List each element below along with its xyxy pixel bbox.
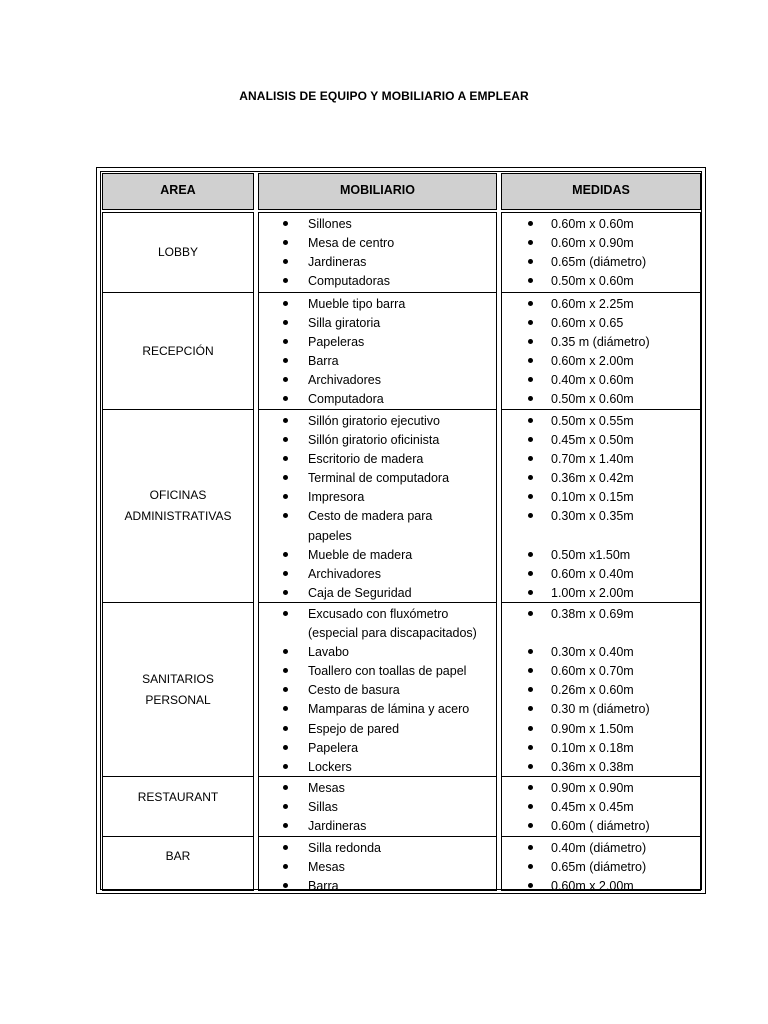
list-item: 0.36m x 0.38m <box>502 758 700 777</box>
bullet-icon <box>528 240 533 245</box>
list-item: Cesto de madera para papeles <box>259 507 496 545</box>
area-label: PERSONAL <box>145 692 211 707</box>
bullet-icon <box>283 804 288 809</box>
list-item: 0.10m x 0.18m <box>502 739 700 758</box>
area-cell-oficinas <box>102 409 254 603</box>
list-item: 0.30 m (diámetro) <box>502 700 700 719</box>
list-item: Excusado con fluxómetro (especial para discapacitados) <box>259 605 496 643</box>
list-item: 0.65m (diámetro) <box>502 858 700 877</box>
mobiliario-cell-recepcion <box>258 292 497 410</box>
medidas-cell-bar <box>501 836 701 894</box>
bullet-icon <box>283 726 288 731</box>
list-item: Sillón giratorio oficinista <box>259 431 496 450</box>
bullet-icon <box>283 649 288 654</box>
bullet-icon <box>283 301 288 306</box>
list-item: 0.60m x 0.70m <box>502 662 700 681</box>
area-cell-restaurant <box>102 776 254 837</box>
bullet-icon <box>528 475 533 480</box>
bullet-icon <box>528 883 533 888</box>
medidas-cell-oficinas <box>501 409 701 603</box>
bullet-icon <box>528 358 533 363</box>
list-item: Jardineras <box>259 253 496 272</box>
list-item: Silla giratoria <box>259 314 496 333</box>
bullet-icon <box>283 611 288 616</box>
list-item: Mesa de centro <box>259 234 496 253</box>
list-item: 0.40m (diámetro) <box>502 839 700 858</box>
area-cell-recepcion <box>102 292 254 410</box>
list-item: 0.60m x 2.00m <box>502 877 700 896</box>
list-item: Caja de Seguridad <box>259 584 496 603</box>
list-item: 0.60m x 0.65 <box>502 314 700 333</box>
list-item: Archivadores <box>259 371 496 390</box>
bullet-icon <box>528 513 533 518</box>
bullet-icon <box>528 785 533 790</box>
bullet-icon <box>528 864 533 869</box>
list-item: Barra <box>259 877 496 896</box>
list-item: Escritorio de madera <box>259 450 496 469</box>
list-item: Lavabo <box>259 643 496 662</box>
list-item: Sillones <box>259 215 496 234</box>
list-item: Lockers <box>259 758 496 777</box>
area-label: OFICINAS <box>149 488 207 502</box>
bullet-icon <box>283 590 288 595</box>
bullet-icon <box>528 745 533 750</box>
list-item: 0.60m x 0.60m <box>502 215 700 234</box>
bullet-icon <box>283 240 288 245</box>
bullet-icon <box>283 883 288 888</box>
list-item: 0.60m ( diámetro) <box>502 817 700 836</box>
list-item: Computadoras <box>259 272 496 291</box>
bullet-icon <box>528 687 533 692</box>
list-item: Espejo de pared <box>259 720 496 739</box>
bullet-icon <box>528 590 533 595</box>
bullet-icon <box>528 845 533 850</box>
list-item: Papelera <box>259 739 496 758</box>
mobiliario-cell-restaurant <box>258 776 497 837</box>
list-item: Cesto de basura <box>259 681 496 700</box>
area-label: SANITARIOS <box>142 671 214 686</box>
area-label: LOBBY <box>157 245 199 259</box>
bullet-icon <box>283 456 288 461</box>
bullet-icon <box>528 706 533 711</box>
mobiliario-cell-sanitarios <box>258 602 497 777</box>
list-item: 0.65m (diámetro) <box>502 253 700 272</box>
list-item: Mueble tipo barra <box>259 295 496 314</box>
list-item: 1.00m x 2.00m <box>502 584 700 603</box>
bullet-icon <box>283 823 288 828</box>
list-item: 0.30m x 0.35m <box>502 507 700 545</box>
bullet-icon <box>283 475 288 480</box>
list-item: 0.10m x 0.15m <box>502 488 700 507</box>
list-item: Sillas <box>259 798 496 817</box>
list-item: 0.50m x 0.60m <box>502 390 700 409</box>
bullet-icon <box>283 494 288 499</box>
medidas-cell-lobby <box>501 212 701 293</box>
list-item: Archivadores <box>259 565 496 584</box>
list-item: 0.70m x 1.40m <box>502 450 700 469</box>
list-item: 0.30m x 0.40m <box>502 643 700 662</box>
bullet-icon <box>283 706 288 711</box>
bullet-icon <box>528 278 533 283</box>
area-label: ADMINISTRATIVAS <box>124 509 232 523</box>
medidas-cell-sanitarios <box>501 602 701 777</box>
list-item: 0.35 m (diámetro) <box>502 333 700 352</box>
bullet-icon <box>528 437 533 442</box>
bullet-icon <box>528 259 533 264</box>
bullet-icon <box>283 358 288 363</box>
bullet-icon <box>528 823 533 828</box>
document-title: ANALISIS DE EQUIPO Y MOBILIARIO A EMPLEAR <box>239 89 529 103</box>
bullet-icon <box>528 494 533 499</box>
bullet-icon <box>283 418 288 423</box>
bullet-icon <box>283 377 288 382</box>
area-cell-bar <box>102 836 254 891</box>
bullet-icon <box>283 513 288 518</box>
medidas-cell-restaurant <box>501 776 701 837</box>
list-item: Jardineras <box>259 817 496 836</box>
bullet-icon <box>528 571 533 576</box>
list-item: Mamparas de lámina y acero <box>259 700 496 719</box>
list-item: 0.45m x 0.50m <box>502 431 700 450</box>
list-item: 0.60m x 0.90m <box>502 234 700 253</box>
bullet-icon <box>283 259 288 264</box>
bullet-icon <box>283 845 288 850</box>
list-item: 0.90m x 1.50m <box>502 720 700 739</box>
bullet-icon <box>528 456 533 461</box>
bullet-icon <box>528 301 533 306</box>
bullet-icon <box>283 221 288 226</box>
bullet-icon <box>528 396 533 401</box>
header-area: AREA <box>102 173 254 210</box>
list-item: Terminal de computadora <box>259 469 496 488</box>
bullet-icon <box>528 339 533 344</box>
list-item: Mesas <box>259 779 496 798</box>
bullet-icon <box>528 552 533 557</box>
bullet-icon <box>283 437 288 442</box>
bullet-icon <box>528 668 533 673</box>
list-item: Toallero con toallas de papel <box>259 662 496 681</box>
bullet-icon <box>528 764 533 769</box>
bullet-icon <box>528 649 533 654</box>
area-label: RESTAURANT <box>137 790 219 804</box>
medidas-cell-recepcion <box>501 292 701 410</box>
bullet-icon <box>283 785 288 790</box>
mobiliario-cell-oficinas <box>258 409 497 603</box>
bullet-icon <box>528 804 533 809</box>
list-item: 0.26m x 0.60m <box>502 681 700 700</box>
bullet-icon <box>528 726 533 731</box>
list-item: 0.60m x 2.25m <box>502 295 700 314</box>
bullet-icon <box>283 278 288 283</box>
header-medidas: MEDIDAS <box>501 173 701 210</box>
list-item: Barra <box>259 352 496 371</box>
header-mobiliario: MOBILIARIO <box>258 173 497 210</box>
area-cell-sanitarios <box>102 602 254 777</box>
list-item: 0.45m x 0.45m <box>502 798 700 817</box>
bullet-icon <box>528 611 533 616</box>
bullet-icon <box>528 377 533 382</box>
list-item: 0.90m x 0.90m <box>502 779 700 798</box>
mobiliario-cell-lobby <box>258 212 497 293</box>
list-item: Sillón giratorio ejecutivo <box>259 412 496 431</box>
bullet-icon <box>283 320 288 325</box>
area-cell-lobby <box>102 212 254 293</box>
bullet-icon <box>283 339 288 344</box>
list-item: Computadora <box>259 390 496 409</box>
bullet-icon <box>283 571 288 576</box>
list-item: 0.50m x1.50m <box>502 546 700 565</box>
area-label: BAR <box>165 849 191 863</box>
list-item: Silla redonda <box>259 839 496 858</box>
bullet-icon <box>283 745 288 750</box>
list-item: 0.50m x 0.60m <box>502 272 700 291</box>
bullet-icon <box>528 418 533 423</box>
bullet-icon <box>528 221 533 226</box>
list-item: 0.50m x 0.55m <box>502 412 700 431</box>
bullet-icon <box>283 764 288 769</box>
mobiliario-cell-bar <box>258 836 497 894</box>
list-item: 0.40m x 0.60m <box>502 371 700 390</box>
list-item: 0.60m x 0.40m <box>502 565 700 584</box>
area-label: RECEPCIÓN <box>142 343 214 358</box>
bullet-icon <box>528 320 533 325</box>
bullet-icon <box>283 396 288 401</box>
bullet-icon <box>283 668 288 673</box>
list-item: 0.60m x 2.00m <box>502 352 700 371</box>
list-item: Impresora <box>259 488 496 507</box>
list-item: 0.36m x 0.42m <box>502 469 700 488</box>
list-item: Mueble de madera <box>259 546 496 565</box>
list-item: Papeleras <box>259 333 496 352</box>
bullet-icon <box>283 552 288 557</box>
bullet-icon <box>283 864 288 869</box>
list-item: 0.38m x 0.69m <box>502 605 700 643</box>
furniture-table <box>96 167 706 894</box>
bullet-icon <box>283 687 288 692</box>
list-item: Mesas <box>259 858 496 877</box>
